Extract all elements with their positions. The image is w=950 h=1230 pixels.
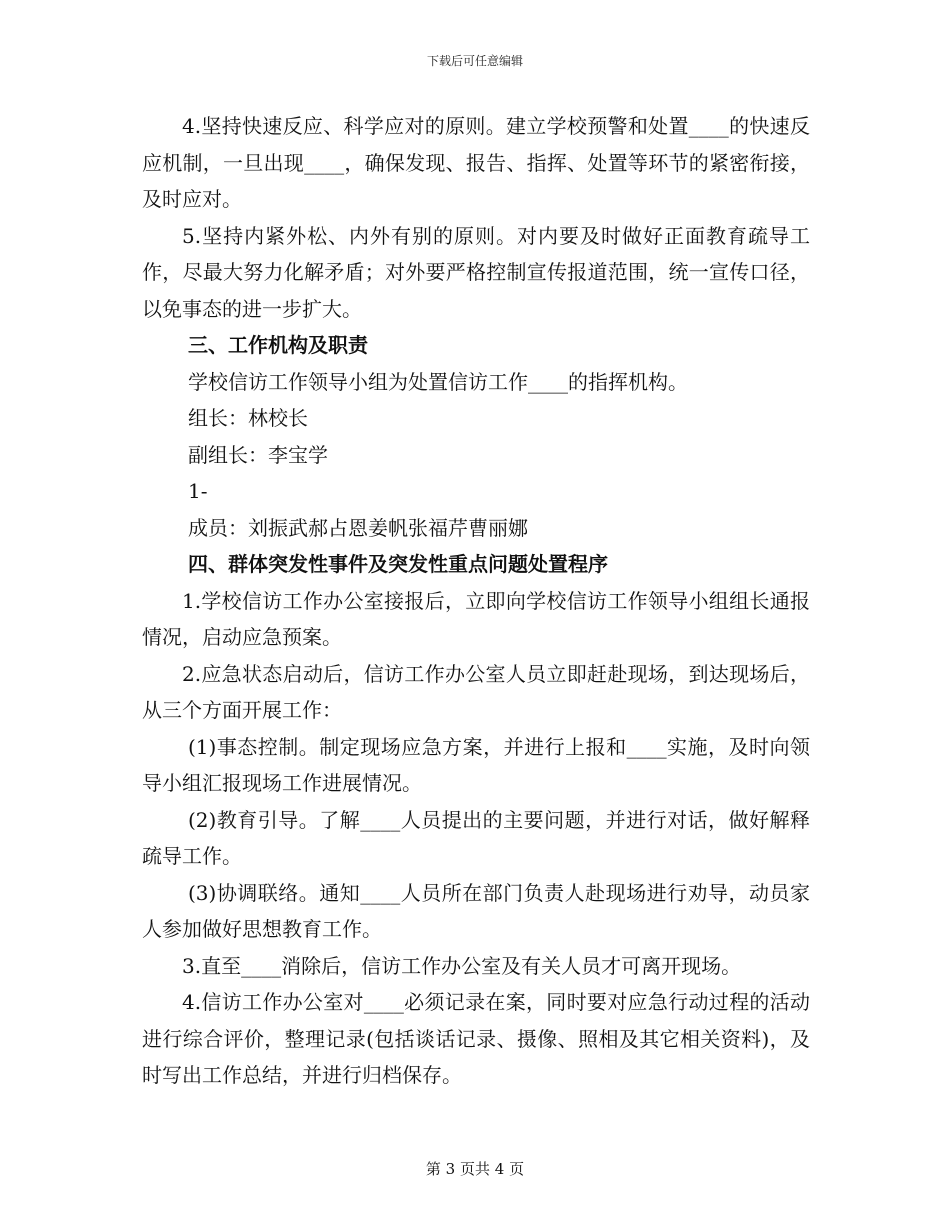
section-3-intro: 学校信访工作领导小组为处置信访工作____的指挥机构。 — [188, 369, 688, 394]
procedure-2-paragraph: 2.应急状态启动后，信访工作办公室人员立即赶赴现场，到达现场后，从三个方面开展工作： — [142, 661, 810, 722]
procedure-2-item-1: (1)事态控制。制定现场应急方案，并进行上报和____实施，及时向领导小组汇报现场工作进展情况。 — [142, 734, 810, 795]
procedure-3-paragraph: 3.直至____消除后，信访工作办公室及有关人员才可离开现场。 — [182, 953, 742, 978]
page-mark: 1- — [188, 479, 208, 503]
section-4-heading: 四、群体突发性事件及突发性重点问题处置程序 — [188, 552, 608, 576]
principle-5-paragraph: 5.坚持内紧外松、内外有别的原则。对内要及时做好正面教育疏导工作，尽最大努力化解矛盾；对外要严格控制宣传报道范围，统一宣传口径，以免事态的进一步扩大。 — [142, 223, 810, 321]
deputy-leader: 副组长：李宝学 — [188, 442, 328, 467]
group-leader: 组长：林校长 — [188, 406, 308, 430]
page-footer: 第 3 页共 4 页 — [425, 1160, 525, 1178]
document-body — [142, 108, 810, 1094]
procedure-2-item-3: (3)协调联络。通知____人员所在部门负责人赴现场进行劝导，动员家人参加做好思想教育工作。 — [142, 880, 810, 941]
procedure-2-item-2: (2)教育引导。了解____人员提出的主要问题，并进行对话，做好解释疏导工作。 — [142, 807, 810, 868]
section-3-heading: 三、工作机构及职责 — [188, 333, 368, 357]
page-header: 下载后可任意编辑 — [426, 54, 523, 68]
principle-4-paragraph: 4.坚持快速反应、科学应对的原则。建立学校预警和处置____的快速反应机制，一旦出现____，确保发现、报告、指挥、处置等环节的紧密衔接，及时应对。 — [142, 114, 810, 211]
procedure-4-paragraph: 4.信访工作办公室对____必须记录在案，同时要对应急行动过程的活动进行综合评价，整理记录(包括谈话记录、摄像、照相及其它相关资料)，及时写出工作总结，并进行归档保存。 — [142, 990, 810, 1087]
group-members: 成员：刘振武郝占恩姜帆张福芹曹丽娜 — [188, 515, 528, 540]
procedure-1-paragraph: 1.学校信访工作办公室接报后，立即向学校信访工作领导小组组长通报情况，启动应急预案。 — [142, 588, 810, 649]
